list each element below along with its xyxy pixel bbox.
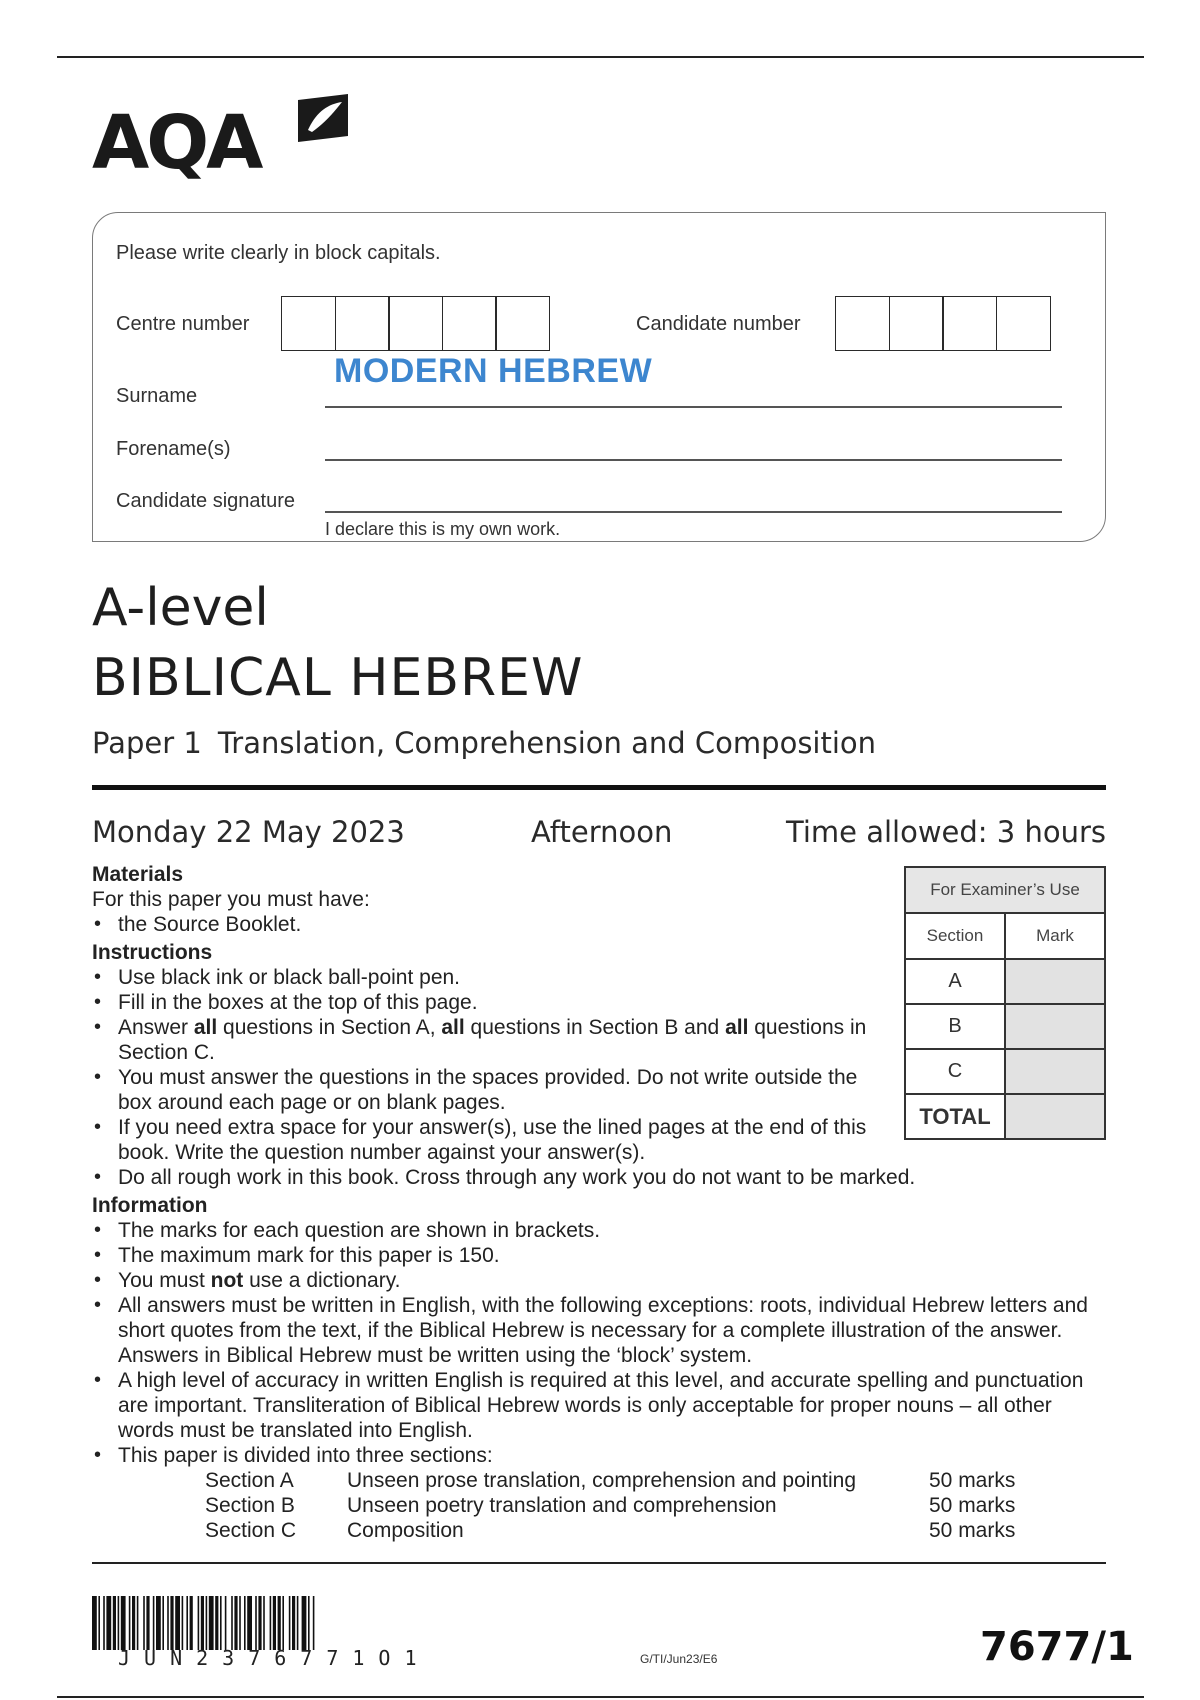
barcode-bar <box>278 1596 281 1650</box>
barcode-bar <box>292 1596 295 1650</box>
exam-instructions-body <box>92 862 1112 1543</box>
barcode-bar <box>106 1596 111 1650</box>
section-column-header: Section <box>905 913 1005 959</box>
paper-code: 7677/1 <box>980 1624 1134 1670</box>
instruction-text: questions in Section A, <box>217 1016 442 1039</box>
barcode-bar <box>121 1596 126 1650</box>
qualification-level: A-level <box>92 578 269 638</box>
information-item: • The maximum mark for this paper is 150. <box>92 1243 1092 1268</box>
total-cell: TOTAL <box>905 1094 1005 1139</box>
candidate-digit-box[interactable] <box>942 296 997 351</box>
signature-field[interactable] <box>325 511 1062 513</box>
section-line <box>205 1493 1112 1518</box>
mark-column-header: Mark <box>1005 913 1105 959</box>
time-allowed: Time allowed: 3 hours <box>786 815 1106 849</box>
logo-flag-icon <box>294 90 352 148</box>
document-reference: G/TI/Jun23/E6 <box>640 1652 718 1666</box>
materials-heading: Materials <box>92 863 184 886</box>
candidate-digit-box[interactable] <box>889 296 944 351</box>
declaration-text: I declare this is my own work. <box>325 519 561 539</box>
title-rule <box>92 785 1106 790</box>
barcode-bar <box>143 1596 145 1650</box>
paper-number: Paper 1 <box>92 726 202 760</box>
candidate-digit-box[interactable] <box>835 296 890 351</box>
emphasis-all: all <box>725 1016 749 1039</box>
barcode-bar <box>239 1596 241 1650</box>
instruction-item <box>92 1015 892 1065</box>
barcode-bar <box>186 1596 188 1650</box>
barcode-bar <box>103 1596 105 1650</box>
exam-date: Monday 22 May 2023 <box>92 815 405 849</box>
barcode-bar <box>313 1596 315 1650</box>
barcode-bar <box>225 1596 227 1650</box>
section-description: Unseen poetry translation and comprehension <box>347 1494 777 1517</box>
materials-intro: For this paper you must have: <box>92 888 370 911</box>
barcode-bar <box>215 1596 218 1650</box>
information-item: • The marks for each question are shown in brackets. <box>92 1218 1092 1243</box>
barcode-bar <box>201 1596 204 1650</box>
modern-hebrew-stamp: MODERN HEBREW <box>334 352 653 390</box>
footer-rule <box>92 1562 1106 1564</box>
barcode-bar <box>146 1596 149 1650</box>
instructions-list-wide <box>92 1165 1112 1190</box>
barcode-bar <box>129 1596 131 1650</box>
barcode-bar <box>308 1596 310 1650</box>
instruction-item: • If you need extra space for your answer(s), use the lined pages at the end of this book. Write the question number against your answer(s). <box>92 1115 892 1165</box>
barcode-bar <box>209 1596 214 1650</box>
barcode-bar <box>206 1596 208 1650</box>
paper-name: Translation, Comprehension and Composition <box>217 726 877 760</box>
barcode-bar <box>234 1596 237 1650</box>
centre-digit-box[interactable] <box>281 296 336 351</box>
barcode-bar <box>175 1596 180 1650</box>
barcode-bar <box>98 1596 100 1650</box>
instruction-item: • Use black ink or black ball-point pen. <box>92 965 892 990</box>
barcode-bar <box>92 1596 97 1650</box>
barcode-bar <box>167 1596 169 1650</box>
centre-number-boxes[interactable] <box>281 296 550 351</box>
barcode-bar <box>198 1596 200 1650</box>
barcode-bar <box>132 1596 135 1650</box>
centre-digit-box[interactable] <box>495 296 550 351</box>
barcode-bar <box>255 1596 257 1650</box>
instruction-item: • Do all rough work in this book. Cross through any work you do not want to be marked. <box>92 1165 1112 1190</box>
section-description: Unseen prose translation, comprehension and pointing <box>347 1469 856 1492</box>
emphasis-not: not <box>210 1269 244 1292</box>
barcode-bar <box>118 1596 120 1650</box>
section-name: Section B <box>205 1494 295 1517</box>
barcode-bar <box>156 1596 161 1650</box>
top-rule <box>57 56 1144 58</box>
centre-digit-box[interactable] <box>388 296 443 351</box>
barcode-bar <box>137 1596 139 1650</box>
centre-digit-box[interactable] <box>335 296 390 351</box>
barcode-bar <box>282 1596 284 1650</box>
section-name: Section A <box>205 1469 294 1492</box>
bottom-rule <box>57 1696 1144 1698</box>
information-item: • A high level of accuracy in written English is required at this level, and accurate spelling and punctuation are important. Transliteration of Biblical Hebrew words is only acceptable for proper nouns – all other words must be translated into English. <box>92 1368 1092 1443</box>
block-capitals-instruction: Please write clearly in block capitals. <box>116 242 441 264</box>
barcode-bar <box>270 1596 272 1650</box>
emphasis-all: all <box>441 1016 465 1039</box>
instruction-text: Answer <box>118 1016 194 1039</box>
barcode-bar <box>162 1596 164 1650</box>
paper-title <box>92 726 876 760</box>
section-name: Section C <box>205 1519 297 1542</box>
barcode-bar <box>190 1596 193 1650</box>
candidate-number-boxes[interactable] <box>835 296 1051 351</box>
centre-number-label: Centre number <box>116 313 250 335</box>
barcode-bar <box>182 1596 184 1650</box>
candidate-digit-box[interactable] <box>996 296 1051 351</box>
subject-title: BIBLICAL HEBREW <box>92 648 584 708</box>
materials-list <box>92 912 1112 937</box>
barcode-bar <box>302 1596 307 1650</box>
signature-label: Candidate signature <box>116 490 296 512</box>
section-marks: 50 marks <box>929 1494 1016 1517</box>
information-text: You must <box>118 1269 211 1292</box>
instruction-text: questions in Section B and <box>464 1016 726 1039</box>
materials-item: • the Source Booklet. <box>92 912 1112 937</box>
barcode-bar <box>220 1596 222 1650</box>
section-marks: 50 marks <box>929 1469 1016 1492</box>
barcode-bar <box>247 1596 252 1650</box>
section-c-cell: C <box>905 1049 1005 1094</box>
information-list <box>92 1218 1092 1468</box>
barcode-bar <box>153 1596 155 1650</box>
sections-list <box>205 1468 1112 1543</box>
instruction-item: • You must answer the questions in the spaces provided. Do not write outside the box around each page or on blank pages. <box>92 1065 892 1115</box>
information-item: • This paper is divided into three sections: <box>92 1443 1092 1468</box>
section-description: Composition <box>347 1519 464 1542</box>
instructions-list <box>92 965 892 1165</box>
centre-digit-box[interactable] <box>442 296 497 351</box>
emphasis-all: all <box>193 1016 218 1039</box>
barcode-bar <box>289 1596 291 1650</box>
examiner-table-heading: For Examiner’s Use <box>905 867 1105 913</box>
barcode-bar <box>170 1596 173 1650</box>
section-line <box>205 1518 1112 1543</box>
instructions-heading: Instructions <box>92 941 213 964</box>
candidate-number-label: Candidate number <box>636 313 801 335</box>
information-item <box>92 1268 1092 1293</box>
barcode-bar <box>263 1596 265 1650</box>
information-item: • All answers must be written in English, with the following exceptions: roots, individual Hebrew letters and short quotes from the text, if the Biblical Hebrew is necessary for a complete illustration of the answer. Answers in Biblical Hebrew must be written using the ‘block’ system. <box>92 1293 1092 1368</box>
barcode-bar <box>258 1596 261 1650</box>
logo-text: AQA <box>92 100 261 186</box>
barcode-bar <box>244 1596 246 1650</box>
section-marks: 50 marks <box>929 1519 1016 1542</box>
instruction-item: • Fill in the boxes at the top of this page. <box>92 990 892 1015</box>
barcode-bar <box>231 1596 233 1650</box>
forename-field[interactable] <box>325 459 1062 461</box>
exam-session: Afternoon <box>531 815 673 849</box>
barcode-bar <box>273 1596 276 1650</box>
barcode-bar <box>113 1596 116 1650</box>
barcode-text: JUN2376771O1 <box>118 1646 431 1670</box>
surname-field[interactable] <box>325 406 1062 408</box>
information-text: use a dictionary. <box>243 1269 401 1292</box>
instruction-text: questions in Section C. <box>118 1016 867 1064</box>
aqa-logo <box>92 88 352 188</box>
forename-label: Forename(s) <box>116 438 231 460</box>
information-heading: Information <box>92 1194 208 1217</box>
section-line <box>205 1468 1112 1493</box>
section-b-cell: B <box>905 1004 1005 1049</box>
barcode-bar <box>297 1596 299 1650</box>
section-a-cell: A <box>905 959 1005 1004</box>
barcode-icon <box>92 1596 472 1650</box>
surname-label: Surname <box>116 385 198 407</box>
